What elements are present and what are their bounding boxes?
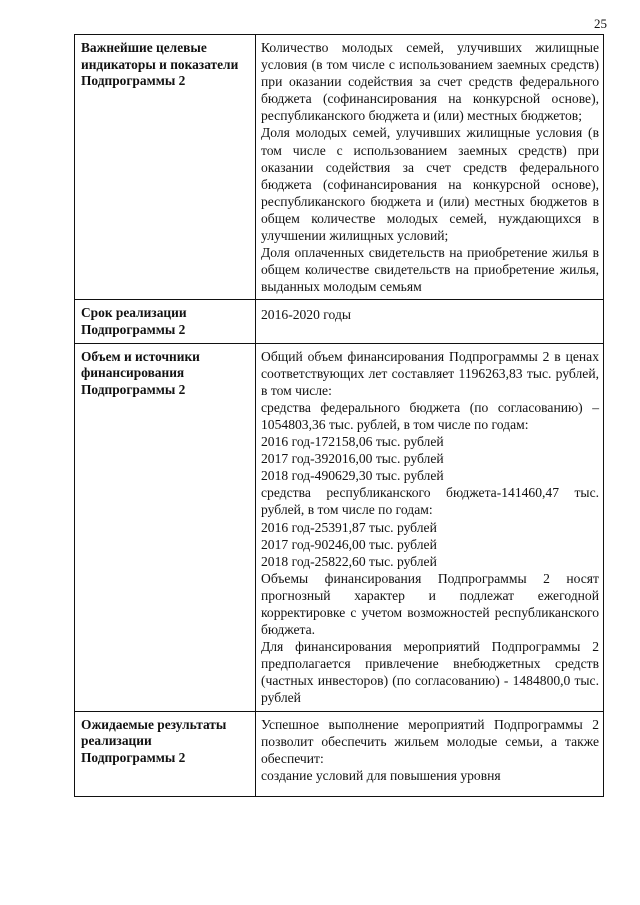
row-content-indicators — [256, 35, 604, 300]
paragraph: Доля молодых семей, улучивших жилищные условия (в том числе с использованием заемных средств) при оказании содействия за счет средств федерального бюджета (софинансирования на конкурсной основе), республиканского бюджета и (или) местных бюджетов в общем количестве молодых семей, нуждающихся в улучшении жилищных условий; — [261, 125, 599, 244]
paragraph: 2016 год-172158,06 тыс. рублей — [261, 434, 444, 450]
paragraph: 2018 год-490629,30 тыс. рублей — [261, 468, 444, 484]
row-content-results — [256, 711, 604, 796]
table-row-term — [75, 300, 604, 343]
paragraph: средства республиканского бюджета-141460,47 тыс. рублей, в том числе по годам: — [261, 485, 599, 518]
paragraph: 2016 год-25391,87 тыс. рублей — [261, 519, 437, 535]
row-label-indicators: Важнейшие целевые индикаторы и показатели Подпрограммы 2 — [75, 35, 256, 300]
subprogram-passport-table — [74, 34, 604, 797]
paragraph: Общий объем финансирования Подпрограммы 2 в ценах соответствующих лет составляет 1196263,83 тыс. рублей, в том числе: — [261, 348, 599, 398]
paragraph: Для финансирования мероприятий Подпрограммы 2 предполагается привлечение внебюджетных средств (частных инвесторов) (по согласованию) - 1484800,0 тыс. рублей — [261, 639, 599, 706]
table-row-funding — [75, 343, 604, 711]
paragraph: создание условий для повышения уровня — [261, 767, 501, 783]
row-content-term — [256, 300, 604, 343]
row-label-funding: Объем и источники финансирования Подпрограммы 2 — [75, 343, 256, 711]
paragraph: Объемы финансирования Подпрограммы 2 носят прогнозный характер и подлежат ежегодной корректировке с учетом возможностей республиканского бюджета. — [261, 570, 599, 638]
row-label-results: Ожидаемые результаты реализации Подпрограммы 2 — [75, 711, 256, 796]
paragraph: Доля оплаченных свидетельств на приобретение жилья в общем количестве свидетельств на приобретение жилья, выданных молодым семьям — [261, 245, 599, 295]
page-number: 25 — [594, 16, 607, 31]
paragraph: 2017 год-90246,00 тыс. рублей — [261, 536, 437, 552]
paragraph: Количество молодых семей, улучивших жилищные условия (в том числе с использованием заемных средств) при оказании содействия за счет средств федерального бюджета (софинансирования на конкурсной основе), республиканского бюджета и (или) местных бюджетов; — [261, 40, 599, 124]
row-content-funding — [256, 343, 604, 711]
row-label-term: Срок реализации Подпрограммы 2 — [75, 300, 256, 343]
paragraph: средства федерального бюджета (по согласованию) – 1054803,36 тыс. рублей, в том числе по годам: — [261, 399, 599, 432]
paragraph: 2017 год-392016,00 тыс. рублей — [261, 451, 444, 467]
table-row-results — [75, 711, 604, 796]
paragraph: 2016-2020 годы — [261, 307, 351, 323]
table-row-indicators — [75, 35, 604, 300]
paragraph: Успешное выполнение мероприятий Подпрограммы 2 позволит обеспечить жильем молодые семьи, а также обеспечит: — [261, 716, 599, 766]
paragraph: 2018 год-25822,60 тыс. рублей — [261, 553, 437, 569]
